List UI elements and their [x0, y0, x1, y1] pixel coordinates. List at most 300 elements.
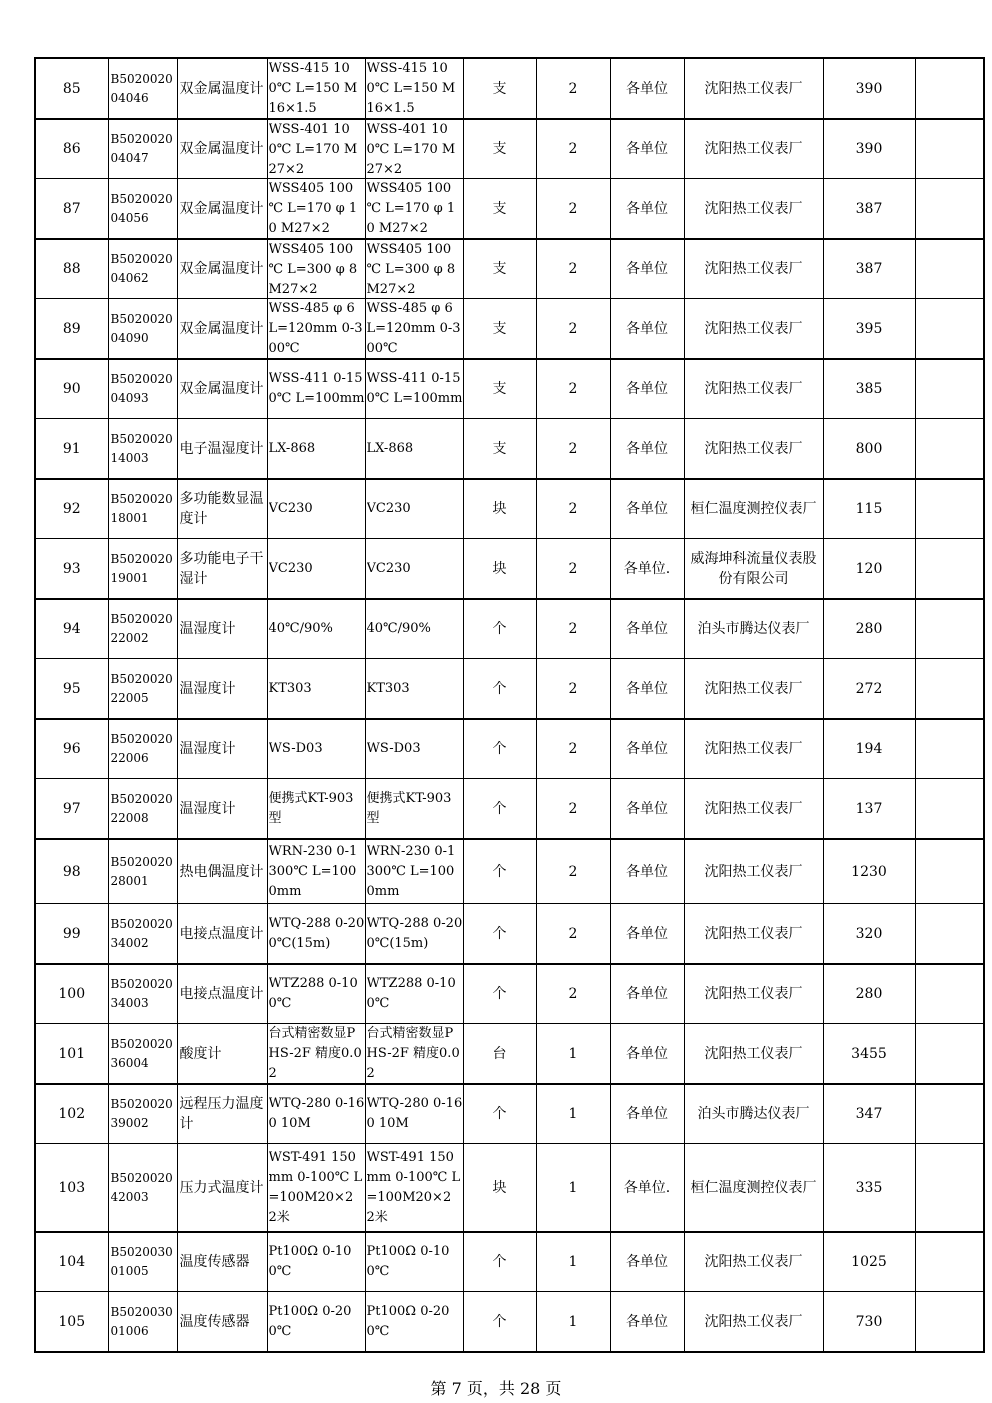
quantity: 2 — [568, 560, 578, 577]
model: 台式精密数显PHS-2F 精度0.02 — [366, 1026, 460, 1081]
destination: 各单位 — [626, 800, 668, 817]
material-code: B502002004090 — [110, 311, 173, 345]
quantity-cell — [536, 1024, 610, 1085]
unit-cell — [463, 119, 536, 179]
quantity-cell — [536, 599, 610, 659]
specification: WTQ-288 0-200℃(15m) — [268, 915, 365, 951]
model: 便携式KT-903型 — [366, 790, 452, 826]
material-code-cell — [108, 1024, 177, 1085]
quantity-cell — [536, 479, 610, 539]
unit-price-cell — [823, 479, 915, 539]
unit-price: 272 — [855, 680, 883, 697]
specification-cell — [267, 539, 365, 600]
specification: WS-D03 — [268, 741, 323, 756]
material-code-cell — [108, 599, 177, 659]
table-row — [35, 419, 984, 480]
remarks-cell — [915, 299, 984, 360]
unit-price-cell — [823, 359, 915, 419]
manufacturer: 沈阳热工仪表厂 — [704, 986, 803, 1002]
quantity: 2 — [568, 80, 578, 97]
table-row — [35, 58, 984, 119]
unit: 个 — [492, 863, 507, 880]
quantity-cell — [536, 839, 610, 904]
quantity: 2 — [568, 863, 578, 880]
unit-price-cell — [823, 299, 915, 360]
table-row — [35, 179, 984, 240]
destination-cell — [610, 719, 684, 779]
quantity-cell — [536, 659, 610, 720]
quantity: 2 — [568, 501, 578, 517]
table-row — [35, 479, 984, 539]
unit-cell — [463, 599, 536, 659]
manufacturer-cell — [684, 539, 823, 600]
model: WSS405 100 ℃ L=170 φ 10 M27×2 — [366, 181, 456, 236]
model-cell — [365, 239, 463, 299]
material-code-cell — [108, 779, 177, 840]
material-name-cell — [177, 1084, 267, 1144]
specification: Pt100Ω 0-200℃ — [268, 1303, 352, 1339]
material-code: B502002019001 — [110, 551, 173, 585]
destination-cell — [610, 599, 684, 659]
quantity: 2 — [568, 621, 578, 637]
unit-price: 115 — [855, 501, 883, 517]
material-name-cell — [177, 599, 267, 659]
model: WSS-401 100℃ L=170 M27×2 — [366, 122, 456, 177]
remarks-cell — [915, 779, 984, 840]
quantity: 2 — [568, 680, 578, 697]
quantity: 1 — [568, 1254, 578, 1270]
material-name-cell — [177, 359, 267, 419]
destination: 各单位 — [626, 501, 668, 517]
material-code-cell — [108, 1232, 177, 1292]
material-code: B502002039002 — [110, 1097, 173, 1130]
material-name-cell — [177, 779, 267, 840]
unit-price-cell — [823, 539, 915, 600]
destination-cell — [610, 1084, 684, 1144]
destination-cell — [610, 964, 684, 1024]
remarks-cell — [915, 539, 984, 600]
quantity-cell — [536, 719, 610, 779]
destination: 各单位 — [626, 925, 668, 942]
quantity: 1 — [568, 1045, 578, 1062]
row-number: 92 — [62, 501, 81, 517]
quantity: 2 — [568, 925, 578, 942]
model: Pt100Ω 0-100℃ — [366, 1244, 450, 1279]
material-name: 温度传感器 — [179, 1254, 250, 1270]
manufacturer-cell — [684, 1084, 823, 1144]
unit: 块 — [492, 501, 507, 517]
unit-price: 385 — [855, 381, 883, 397]
destination-cell — [610, 359, 684, 419]
material-name-cell — [177, 1144, 267, 1233]
material-code-cell — [108, 58, 177, 119]
unit: 支 — [492, 141, 507, 157]
material-name: 双金属温度计 — [179, 141, 264, 157]
manufacturer: 沈阳热工仪表厂 — [704, 141, 803, 157]
row-number: 100 — [58, 986, 86, 1002]
remarks-cell — [915, 419, 984, 480]
specification-cell — [267, 719, 365, 779]
specification-cell — [267, 1024, 365, 1085]
table-row — [35, 299, 984, 360]
unit-cell — [463, 904, 536, 965]
specification-cell — [267, 419, 365, 480]
quantity-cell — [536, 299, 610, 360]
unit-price-cell — [823, 239, 915, 299]
model: WSS-415 100℃ L=150 M16×1.5 — [366, 61, 456, 116]
quantity-cell — [536, 779, 610, 840]
row-number: 99 — [62, 925, 81, 942]
material-name-cell — [177, 479, 267, 539]
unit-cell — [463, 659, 536, 720]
unit-cell — [463, 719, 536, 779]
destination-cell — [610, 1144, 684, 1233]
manufacturer: 沈阳热工仪表厂 — [704, 261, 803, 277]
material-name: 温湿度计 — [179, 680, 236, 697]
remarks-cell — [915, 359, 984, 419]
material-code: B502002036004 — [110, 1036, 173, 1070]
manufacturer-cell — [684, 599, 823, 659]
unit-price: 347 — [855, 1106, 883, 1122]
material-name: 酸度计 — [179, 1045, 222, 1062]
material-name-cell — [177, 119, 267, 179]
material-name: 温湿度计 — [179, 800, 236, 817]
destination: 各单位 — [626, 440, 668, 457]
material-name-cell — [177, 179, 267, 240]
destination: 各单位 — [626, 1254, 668, 1270]
unit-cell — [463, 479, 536, 539]
manufacturer-cell — [684, 659, 823, 720]
model-cell — [365, 839, 463, 904]
table-row — [35, 1292, 984, 1353]
specification-cell — [267, 299, 365, 360]
quantity: 2 — [568, 200, 578, 217]
unit: 个 — [492, 986, 507, 1002]
model-cell — [365, 779, 463, 840]
quantity-cell — [536, 419, 610, 480]
row-number: 85 — [62, 80, 81, 97]
row-number-cell — [35, 1144, 108, 1233]
specification: WST-491 150mm 0-100℃ L=100M20×2 2米 — [268, 1149, 363, 1225]
material-code-cell — [108, 1292, 177, 1353]
manufacturer-cell — [684, 1292, 823, 1353]
table-body — [35, 58, 984, 1352]
destination-cell — [610, 239, 684, 299]
manufacturer: 桓仁温度测控仪表厂 — [690, 1179, 817, 1196]
unit-price: 390 — [855, 80, 883, 97]
row-number: 91 — [62, 440, 81, 457]
table-row — [35, 964, 984, 1024]
row-number-cell — [35, 539, 108, 600]
row-number: 98 — [62, 863, 81, 880]
row-number-cell — [35, 719, 108, 779]
unit-price-cell — [823, 58, 915, 119]
destination-cell — [610, 839, 684, 904]
destination: 各单位 — [626, 680, 668, 697]
manufacturer: 沈阳热工仪表厂 — [704, 1254, 803, 1270]
destination-cell — [610, 299, 684, 360]
unit-price: 730 — [855, 1313, 883, 1330]
model-cell — [365, 1024, 463, 1085]
table-row — [35, 839, 984, 904]
unit-price-cell — [823, 1232, 915, 1292]
unit-price-cell — [823, 904, 915, 965]
remarks-cell — [915, 839, 984, 904]
material-name-cell — [177, 239, 267, 299]
quantity: 2 — [568, 381, 578, 397]
quantity-cell — [536, 1292, 610, 1353]
unit-cell — [463, 239, 536, 299]
model: WST-491 150mm 0-100℃ L=100M20×2 2米 — [366, 1149, 461, 1225]
row-number: 105 — [58, 1313, 86, 1330]
destination: 各单位 — [626, 1045, 668, 1062]
material-code: B502002018001 — [110, 492, 173, 525]
model: Pt100Ω 0-200℃ — [366, 1303, 450, 1339]
manufacturer: 泊头市腾达仪表厂 — [697, 621, 810, 637]
destination: 各单位 — [626, 741, 668, 757]
remarks-cell — [915, 719, 984, 779]
manufacturer: 沈阳热工仪表厂 — [704, 741, 803, 757]
quantity-cell — [536, 359, 610, 419]
remarks-cell — [915, 58, 984, 119]
model-cell — [365, 479, 463, 539]
quantity: 1 — [568, 1313, 578, 1330]
unit-price: 320 — [855, 925, 883, 942]
row-number: 93 — [62, 560, 81, 577]
row-number: 89 — [62, 320, 81, 337]
material-code: B502002022002 — [110, 612, 173, 645]
remarks-cell — [915, 1144, 984, 1233]
table-row — [35, 904, 984, 965]
material-code-cell — [108, 904, 177, 965]
unit: 支 — [492, 440, 507, 457]
material-code-cell — [108, 1084, 177, 1144]
material-code: B502002034002 — [110, 916, 173, 950]
destination-cell — [610, 659, 684, 720]
destination: 各单位 — [626, 1106, 668, 1122]
specification: VC230 — [268, 501, 313, 516]
material-code-cell — [108, 179, 177, 240]
material-code: B502002042003 — [110, 1170, 173, 1204]
material-code: B502002034003 — [110, 977, 173, 1010]
unit-price-cell — [823, 839, 915, 904]
table-row — [35, 659, 984, 720]
specification: 便携式KT-903型 — [268, 790, 354, 826]
row-number: 95 — [62, 680, 81, 697]
specification: WSS405 100 ℃ L=170 φ 10 M27×2 — [268, 181, 358, 236]
remarks-cell — [915, 1232, 984, 1292]
destination-cell — [610, 119, 684, 179]
destination: 各单位 — [626, 80, 668, 97]
quantity-cell — [536, 1144, 610, 1233]
material-name-cell — [177, 1232, 267, 1292]
remarks-cell — [915, 119, 984, 179]
material-code-cell — [108, 839, 177, 904]
quantity-cell — [536, 239, 610, 299]
unit-cell — [463, 779, 536, 840]
material-name-cell — [177, 58, 267, 119]
manufacturer-cell — [684, 419, 823, 480]
row-number-cell — [35, 119, 108, 179]
unit-price: 194 — [855, 741, 883, 757]
specification: WSS-411 0-150℃ L=100mm — [268, 371, 365, 406]
unit: 支 — [492, 381, 507, 397]
quantity-cell — [536, 58, 610, 119]
material-code: B502002004062 — [110, 252, 173, 285]
model: WTQ-288 0-200℃(15m) — [366, 915, 463, 951]
specification: WSS-415 100℃ L=150 M16×1.5 — [268, 61, 358, 116]
specification: LX-868 — [268, 440, 316, 456]
material-code-cell — [108, 239, 177, 299]
table-row — [35, 1084, 984, 1144]
table-row — [35, 1024, 984, 1085]
specification: 40℃/90% — [268, 621, 333, 636]
model-cell — [365, 659, 463, 720]
quantity-cell — [536, 904, 610, 965]
material-code: B502002004093 — [110, 372, 173, 405]
manufacturer: 沈阳热工仪表厂 — [704, 1313, 803, 1330]
row-number-cell — [35, 904, 108, 965]
material-name: 双金属温度计 — [179, 320, 264, 337]
manufacturer-cell — [684, 964, 823, 1024]
manufacturer-cell — [684, 1024, 823, 1085]
material-code-cell — [108, 419, 177, 480]
destination: 各单位. — [623, 560, 671, 577]
row-number-cell — [35, 179, 108, 240]
unit-price-cell — [823, 659, 915, 720]
material-name: 双金属温度计 — [179, 381, 264, 397]
material-name-cell — [177, 904, 267, 965]
model-cell — [365, 179, 463, 240]
unit: 个 — [492, 800, 507, 817]
model-cell — [365, 1292, 463, 1353]
row-number-cell — [35, 1292, 108, 1353]
manufacturer-cell — [684, 119, 823, 179]
specification-cell — [267, 179, 365, 240]
unit: 支 — [492, 200, 507, 217]
specification-cell — [267, 1144, 365, 1233]
quantity: 2 — [568, 800, 578, 817]
material-code: B502003001006 — [110, 1304, 173, 1338]
unit-cell — [463, 1084, 536, 1144]
specification-cell — [267, 599, 365, 659]
manufacturer: 沈阳热工仪表厂 — [704, 925, 803, 942]
unit-price-cell — [823, 1292, 915, 1353]
material-name: 热电偶温度计 — [179, 863, 264, 880]
unit: 个 — [492, 741, 507, 757]
specification-cell — [267, 1084, 365, 1144]
material-code-cell — [108, 539, 177, 600]
unit: 个 — [492, 925, 507, 942]
unit: 个 — [492, 1254, 507, 1270]
row-number-cell — [35, 1024, 108, 1085]
specification-cell — [267, 119, 365, 179]
material-code-cell — [108, 1144, 177, 1233]
destination-cell — [610, 1292, 684, 1353]
specification-cell — [267, 479, 365, 539]
model-cell — [365, 1084, 463, 1144]
unit-cell — [463, 419, 536, 480]
unit-cell — [463, 964, 536, 1024]
manufacturer-cell — [684, 359, 823, 419]
specification-cell — [267, 1292, 365, 1353]
material-name-cell — [177, 1292, 267, 1353]
specification-cell — [267, 779, 365, 840]
material-name: 温湿度计 — [179, 741, 236, 757]
material-name-cell — [177, 964, 267, 1024]
remarks-cell — [915, 1292, 984, 1353]
unit-price: 335 — [855, 1179, 883, 1196]
material-code: B502003001005 — [110, 1245, 173, 1278]
material-code-cell — [108, 719, 177, 779]
row-number: 90 — [62, 381, 81, 397]
table-row — [35, 599, 984, 659]
manufacturer-cell — [684, 299, 823, 360]
unit-price: 387 — [855, 200, 883, 217]
destination-cell — [610, 539, 684, 600]
unit-price: 1025 — [851, 1254, 887, 1270]
unit-price: 1230 — [851, 863, 887, 880]
unit-cell — [463, 839, 536, 904]
row-number-cell — [35, 779, 108, 840]
manufacturer-cell — [684, 58, 823, 119]
unit: 支 — [492, 261, 507, 277]
table-row — [35, 119, 984, 179]
material-code: B502002004046 — [110, 71, 173, 105]
table-row — [35, 359, 984, 419]
unit-price-cell — [823, 719, 915, 779]
destination: 各单位 — [626, 863, 668, 880]
material-name: 双金属温度计 — [179, 200, 264, 217]
destination: 各单位 — [626, 320, 668, 337]
material-code: B502002004056 — [110, 191, 173, 225]
material-code: B502002022006 — [110, 732, 173, 765]
specification: WTZ288 0-100℃ — [268, 976, 358, 1011]
destination: 各单位 — [626, 986, 668, 1002]
remarks-cell — [915, 1084, 984, 1144]
model-cell — [365, 359, 463, 419]
material-name-cell — [177, 719, 267, 779]
table-row — [35, 539, 984, 600]
unit-cell — [463, 539, 536, 600]
page-footer: 第 7 页，共 28 页 — [430, 1379, 562, 1398]
model: WRN-230 0-1300℃ L=1000mm — [366, 843, 456, 899]
unit: 块 — [492, 1179, 507, 1196]
material-name-cell — [177, 419, 267, 480]
destination: 各单位 — [626, 381, 668, 397]
quantity: 2 — [568, 986, 578, 1002]
material-code: B502002022008 — [110, 791, 173, 825]
manufacturer: 沈阳热工仪表厂 — [704, 800, 803, 817]
specification-cell — [267, 964, 365, 1024]
manufacturer-cell — [684, 779, 823, 840]
unit-price-cell — [823, 599, 915, 659]
manufacturer: 沈阳热工仪表厂 — [704, 80, 803, 97]
manufacturer: 泊头市腾达仪表厂 — [697, 1106, 810, 1122]
manufacturer: 沈阳热工仪表厂 — [704, 1045, 803, 1062]
unit-price: 280 — [855, 621, 883, 637]
table-row — [35, 779, 984, 840]
row-number: 102 — [58, 1106, 86, 1122]
model: WS-D03 — [366, 741, 421, 756]
destination-cell — [610, 779, 684, 840]
destination-cell — [610, 904, 684, 965]
destination-cell — [610, 1232, 684, 1292]
destination: 各单位 — [626, 621, 668, 637]
remarks-cell — [915, 904, 984, 965]
row-number-cell — [35, 58, 108, 119]
material-name: 电接点温度计 — [179, 925, 264, 942]
